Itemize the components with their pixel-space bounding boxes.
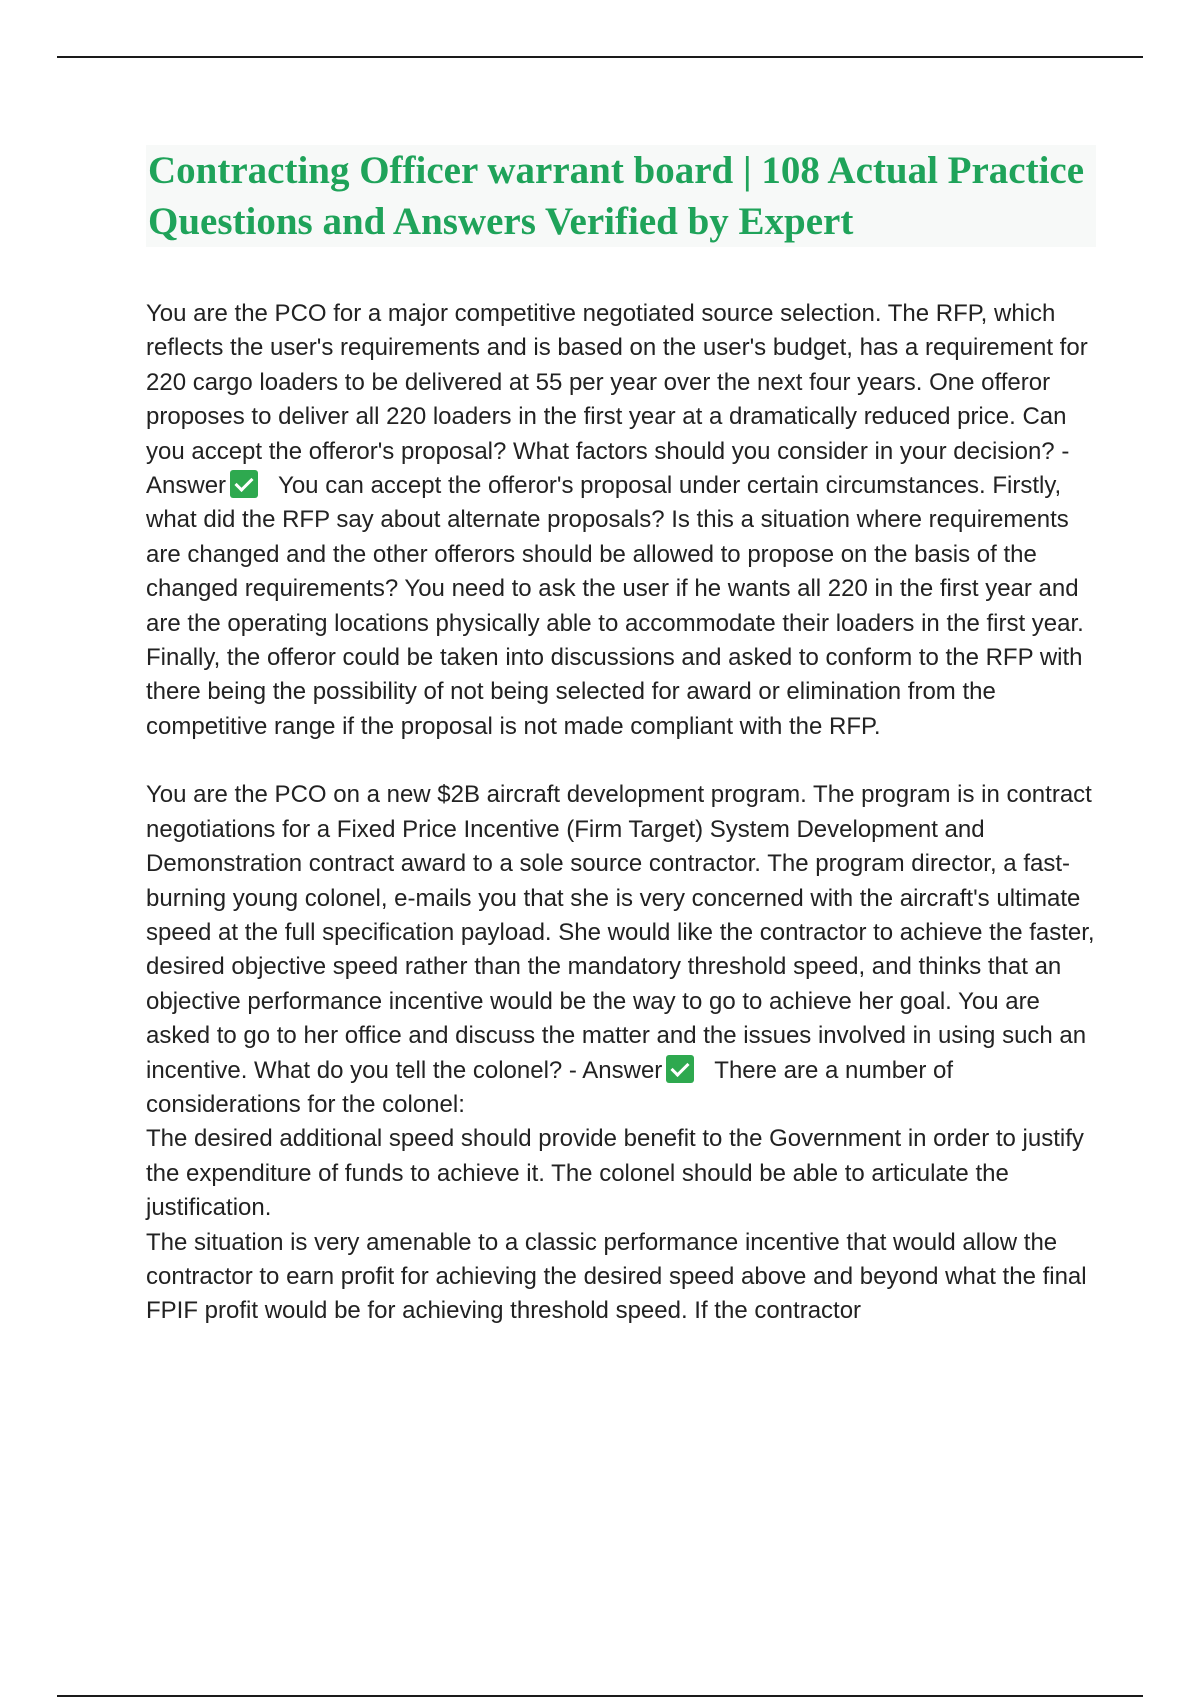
qa-item-2 bbox=[146, 778, 1096, 1329]
check-mark-icon bbox=[666, 1055, 694, 1083]
qa-item-1 bbox=[146, 297, 1096, 744]
answer-paragraph: The desired additional speed should provide benefit to the Government in order to justify the expenditure of funds to achieve it. The colonel should be able to articulate the justification. bbox=[146, 1125, 1084, 1222]
check-mark-icon bbox=[230, 470, 258, 498]
document-body bbox=[146, 145, 1096, 1329]
answer-text: You can accept the offeror's proposal under certain circumstances. Firstly, what did the RFP say about alternate proposals? Is this a situation where requirements are changed and the other offerors should be allowed to propose on the basis of the changed requirements? You need to ask the user if he wants all 220 in the first year and are the operating locations physically able to accommodate their loaders in the first year. Finally, the offeror could be taken into discussions and asked to conform to the RFP with there being the possibility of not being selected for award or elimination from the competitive range if the proposal is not made compliant with the RFP. bbox=[146, 472, 1084, 740]
question-text: You are the PCO for a major competitive negotiated source selection. The RFP, which reflects the user's requirements and is based on the user's budget, has a requirement for 220 cargo loaders to be delivered at 55 per year over the next four years. One offeror proposes to deliver all 220 loaders in the first year at a dramatically reduced price. Can you accept the offeror's proposal? What factors should you consider in your decision? - Answer bbox=[146, 300, 1088, 500]
document-title: Contracting Officer warrant board | 108 Actual Practice Questions and Answers Verified by Expert bbox=[146, 145, 1096, 247]
answer-paragraph: The situation is very amenable to a classic performance incentive that would allow the contractor to earn profit for achieving the desired speed above and beyond what the final FPIF profit would be for achieving threshold speed. If the contractor bbox=[146, 1228, 1087, 1325]
top-rule bbox=[57, 56, 1143, 58]
qa-paragraph bbox=[146, 297, 1096, 744]
question-text: You are the PCO on a new $2B aircraft development program. The program is in contract negotiations for a Fixed Price Incentive (Firm Target) System Development and Demonstration contract award to a sole source contractor. The program director, a fast-burning young colonel, e-mails you that she is very concerned with the aircraft's ultimate speed at the full specification payload. She would like the contractor to achieve the faster, desired objective speed rather than the mandatory threshold speed, and thinks that an objective performance incentive would be the way to go to achieve her goal. You are asked to go to her office and discuss the matter and the issues involved in using such an incentive. What do you tell the colonel? - Answer bbox=[146, 781, 1095, 1084]
qa-paragraph bbox=[146, 778, 1096, 1122]
bottom-rule bbox=[57, 1695, 1143, 1697]
answer-text: There are a number of considerations for the colonel: bbox=[146, 1056, 954, 1118]
